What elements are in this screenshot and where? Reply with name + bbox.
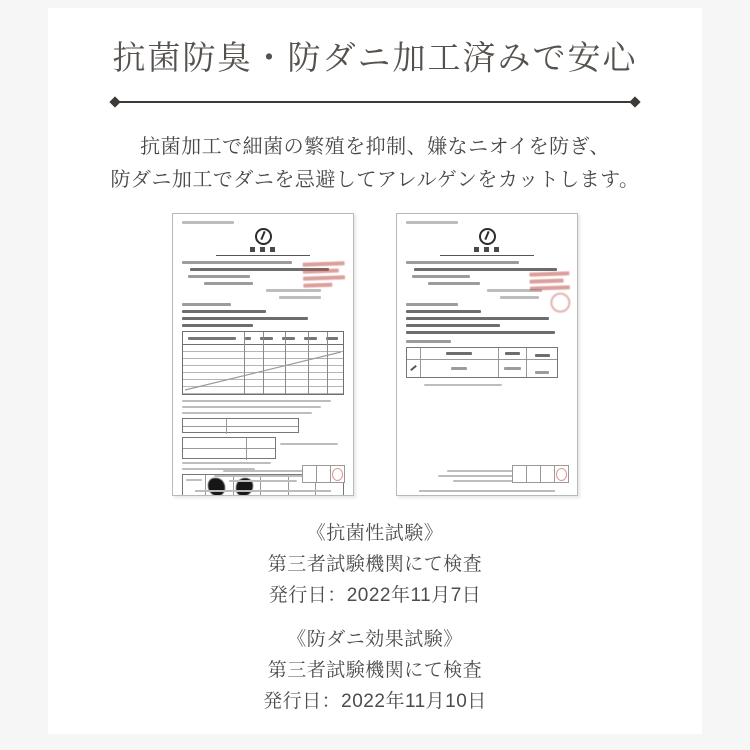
inspector-stamp-boxes <box>303 465 345 483</box>
report-heading <box>216 247 310 256</box>
boken-logo-icon <box>255 228 272 245</box>
doc-no-line <box>182 303 231 306</box>
certificate-antibacterial-scan <box>172 213 354 496</box>
sub-table-b <box>182 437 276 459</box>
doc-text-line <box>414 268 557 271</box>
doc-no-line <box>406 303 458 306</box>
documents-row <box>48 213 702 496</box>
description-line-1: 抗菌加工で細菌の繁殖を抑制、嫌なニオイを防ぎ、 <box>140 136 610 158</box>
red-seal-icon <box>550 292 571 313</box>
boken-logo-icon <box>479 228 496 245</box>
doc-text-line <box>412 275 470 278</box>
doc-text-line <box>188 275 250 278</box>
doc-item-line <box>182 310 266 313</box>
doc-item-line <box>406 324 500 327</box>
description <box>48 131 702 197</box>
results-table <box>182 331 344 395</box>
red-approval-stamp <box>303 261 346 290</box>
doc-note-line <box>424 384 502 386</box>
content-card <box>48 8 702 734</box>
issue-date: 発行日：2022年11月7日 <box>268 585 482 606</box>
red-approval-stamp <box>529 271 570 313</box>
doc-text-line <box>182 261 292 264</box>
doc-item-line <box>406 310 481 313</box>
doc-corner-text <box>406 221 458 224</box>
decorative-divider <box>115 101 635 103</box>
doc-item-line <box>406 331 555 334</box>
results-table <box>406 347 558 378</box>
doc-corner-text <box>182 221 234 224</box>
doc-text-line <box>182 462 271 464</box>
description-line-2: 防ダニ加工でダニを忌避してアレルゲンをカットします。 <box>110 169 640 191</box>
doc-note-line <box>182 406 321 408</box>
inspection-agency: 第三者試験機関にて検査 <box>267 660 483 681</box>
test-captions <box>48 518 702 717</box>
inspection-agency: 第三者試験機関にて検査 <box>267 554 483 575</box>
doc-item-line <box>406 317 549 320</box>
test-title: 《防ダニ効果試験》 <box>287 629 463 650</box>
doc-date-line <box>204 282 253 285</box>
doc-text-line <box>406 261 519 264</box>
caption-antibacterial-test <box>48 518 702 611</box>
inspector-stamp-boxes <box>513 465 569 483</box>
doc-date-line <box>428 282 480 285</box>
doc-item-line <box>406 340 451 343</box>
report-heading <box>440 247 534 256</box>
sub-table-a <box>182 418 299 433</box>
doc-text-line <box>279 296 321 299</box>
diagonal-strike <box>183 332 343 394</box>
doc-note-line <box>182 412 312 414</box>
issue-date: 発行日：2022年11月10日 <box>263 691 487 712</box>
doc-note-line <box>182 400 331 402</box>
doc-bottom-rule <box>195 490 332 492</box>
page-title: 抗菌防臭・防ダニ加工済みで安心 <box>112 39 638 76</box>
sub-table-side-text <box>280 437 344 449</box>
caption-anti-mite-test <box>48 624 702 717</box>
doc-item-line <box>182 317 308 320</box>
certificate-anti-mite-scan <box>396 213 578 496</box>
doc-item-line <box>182 324 253 327</box>
doc-bottom-rule <box>419 490 556 492</box>
test-title: 《抗菌性試験》 <box>306 523 444 544</box>
